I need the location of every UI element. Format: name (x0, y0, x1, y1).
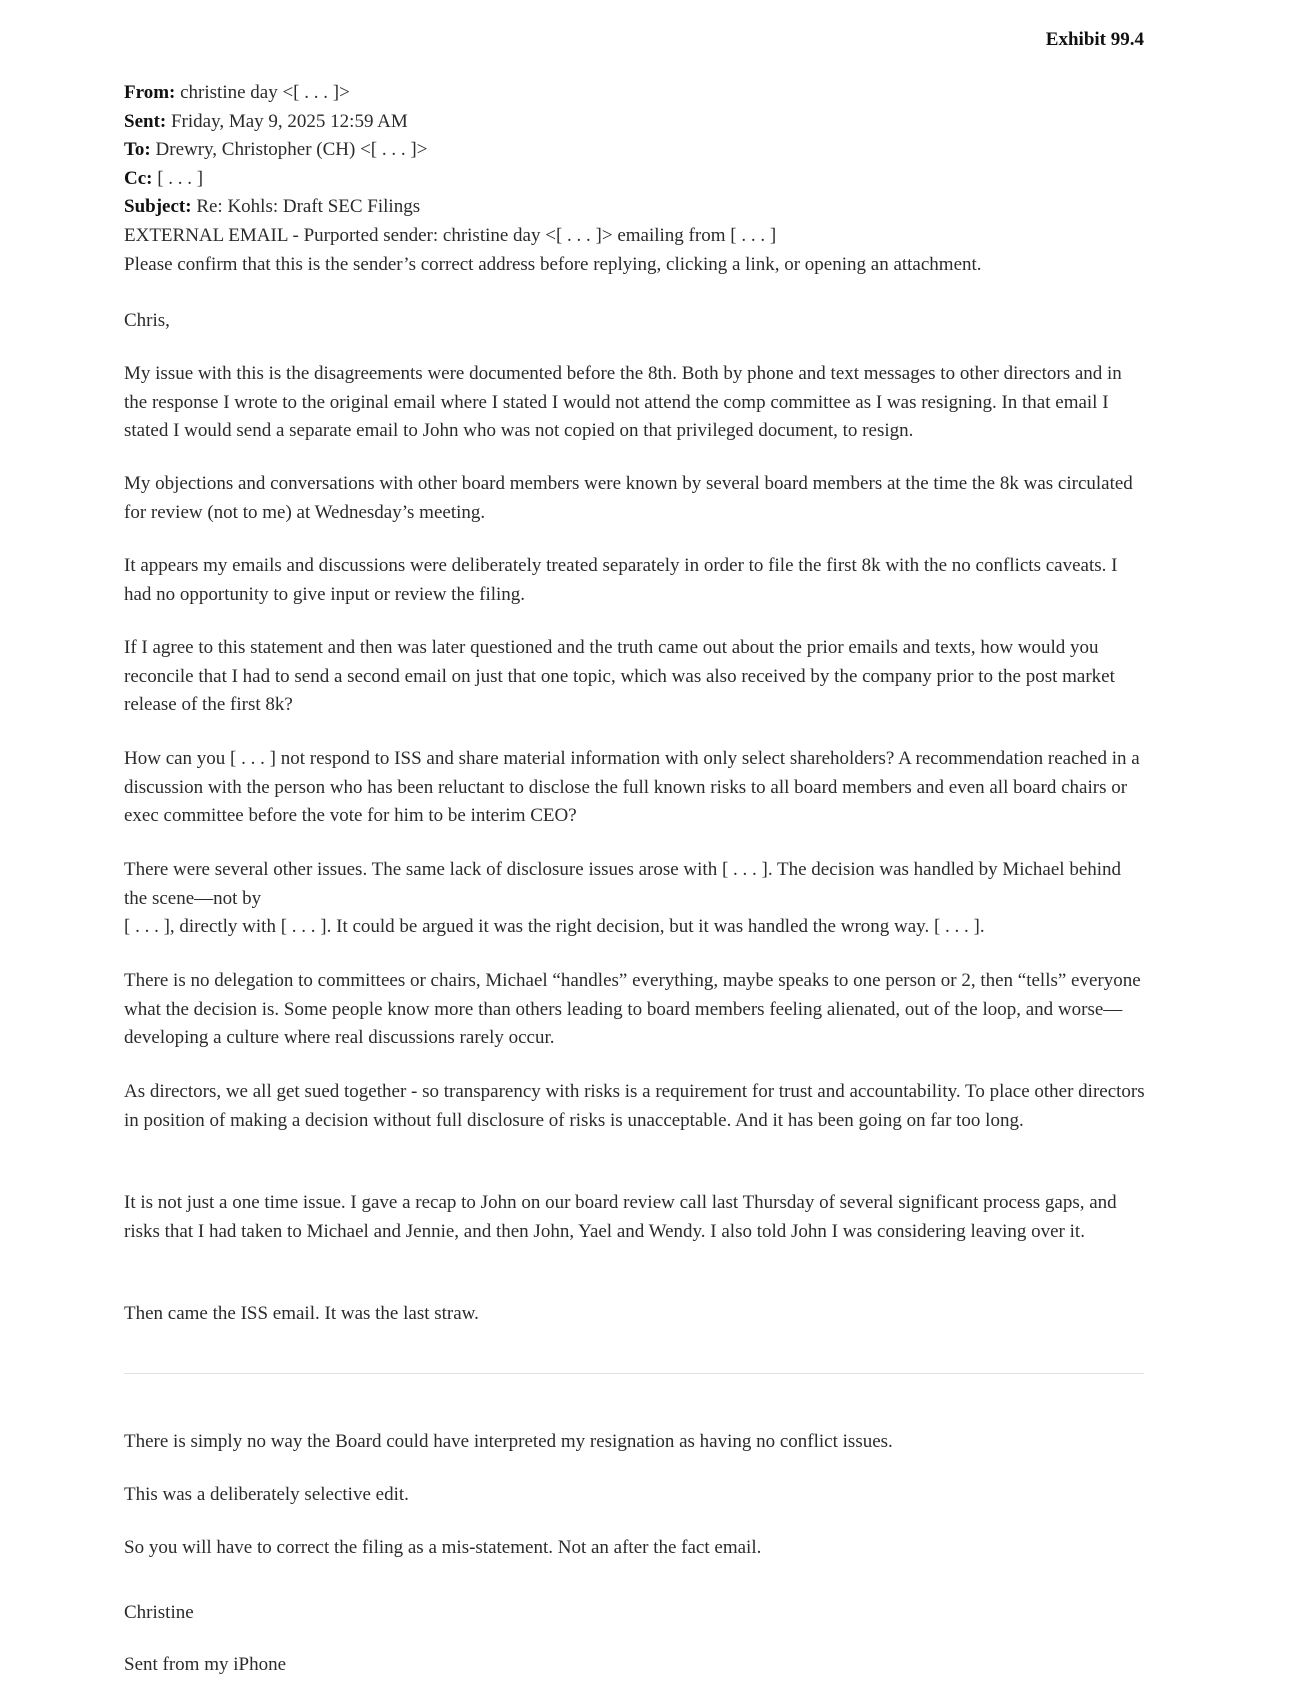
from-label: From: (124, 82, 176, 103)
subject-value: Re: Kohls: Draft SEC Filings (191, 196, 421, 218)
paragraph-3: It appears my emails and discussions were deliberately treated separately in order to file the first 8k with the no conflicts caveats. I had no opportunity to give input or review the filing. (124, 555, 1118, 605)
signature: Christine (124, 1602, 194, 1623)
paragraph-6-line-b: [ . . . ], directly with [ . . . ]. It could be argued it was the right decision, but it was handled the wrong way. [ . . . ]. (124, 916, 985, 938)
divider-line (124, 1373, 1144, 1374)
paragraph-5: How can you [ . . . ] not respond to ISS and share material information with only select shareholders? A recommendation reached in a discussion with the person who has been reluctant to disclose the full known risks to all board members and even all board chairs or exec committee before the vote for him to be interim CEO? (124, 748, 1140, 827)
sent-label: Sent: (124, 110, 167, 132)
subject-line (124, 193, 1154, 222)
from-line (124, 79, 1154, 108)
paragraph-8: As directors, we all get sued together - so transparency with risks is a requirement for trust and accountability. To place other directors in position of making a decision without full disclosure of risks is unacceptable. And it has been going on far too long. (124, 1081, 1145, 1131)
external-email-warning: EXTERNAL EMAIL - Purported sender: christine day <[ . . . ]> emailing from [ . . . ] (124, 224, 777, 246)
to-label: To: (124, 139, 151, 161)
confirm-address-notice: Please confirm that this is the sender’s correct address before replying, clicking a link, or opening an attachment. (124, 253, 982, 275)
sent-from-iphone: Sent from my iPhone (124, 1654, 287, 1675)
cc-line (124, 165, 1154, 194)
to-value: Drewry, Christopher (CH) <[ . . . ]> (150, 139, 428, 161)
paragraph-9: It is not just a one time issue. I gave a recap to John on our board review call last Thursday of several significant process gaps, and risks that I had taken to Michael and Jennie, and then John, Yael and Wendy. I also told John I was considering leaving over it. (124, 1192, 1117, 1242)
email-header (124, 79, 1154, 279)
subject-label: Subject: (124, 196, 192, 218)
to-line (124, 136, 1154, 165)
sent-value: Friday, May 9, 2025 12:59 AM (166, 110, 408, 132)
paragraph-1: My issue with this is the disagreements were documented before the 8th. Both by phone and text messages to other directors and in the response I wrote to the original email where I stated I would not attend the comp committee as I was resigning. In that email I stated I would send a separate email to John who was not copied on that privileged document, to resign. (124, 363, 1122, 442)
greeting: Chris, (124, 310, 170, 331)
from-value: christine day <[ . . . ]> (175, 82, 350, 103)
paragraph-2: My objections and conversations with other board members were known by several board members at the time the 8k was circulated for review (not to me) at Wednesday’s meeting. (124, 473, 1133, 523)
paragraph-6-line-a: There were several other issues. The same lack of disclosure issues arose with [ . . . ]. The decision was handled by Michael behind the scene—not by (124, 859, 1122, 909)
paragraph-13: So you will have to correct the filing as a mis-statement. Not an after the fact email. (124, 1537, 762, 1558)
paragraph-4: If I agree to this statement and then was later questioned and the truth came out about the prior emails and texts, how would you reconcile that I had to send a second email on just that one topic, which was also received by the company prior to the post market release of the first 8k? (124, 637, 1115, 716)
cc-label: Cc: (124, 167, 153, 189)
paragraph-12: This was a deliberately selective edit. (124, 1484, 409, 1505)
sent-line (124, 108, 1154, 137)
paragraph-6 (124, 856, 1148, 942)
cc-value: [ . . . ] (152, 167, 204, 189)
paragraph-7: There is no delegation to committees or chairs, Michael “handles” everything, maybe speaks to one person or 2, then “tells” everyone what the decision is. Some people know more than others leading to board members feeling alienated, out of the loop, and worse—developing a culture where real discussions rarely occur. (124, 970, 1141, 1049)
paragraph-10: Then came the ISS email. It was the last straw. (124, 1303, 479, 1324)
paragraph-11: There is simply no way the Board could have interpreted my resignation as having no conflict issues. (124, 1431, 893, 1452)
exhibit-label: Exhibit 99.4 (1045, 29, 1144, 50)
